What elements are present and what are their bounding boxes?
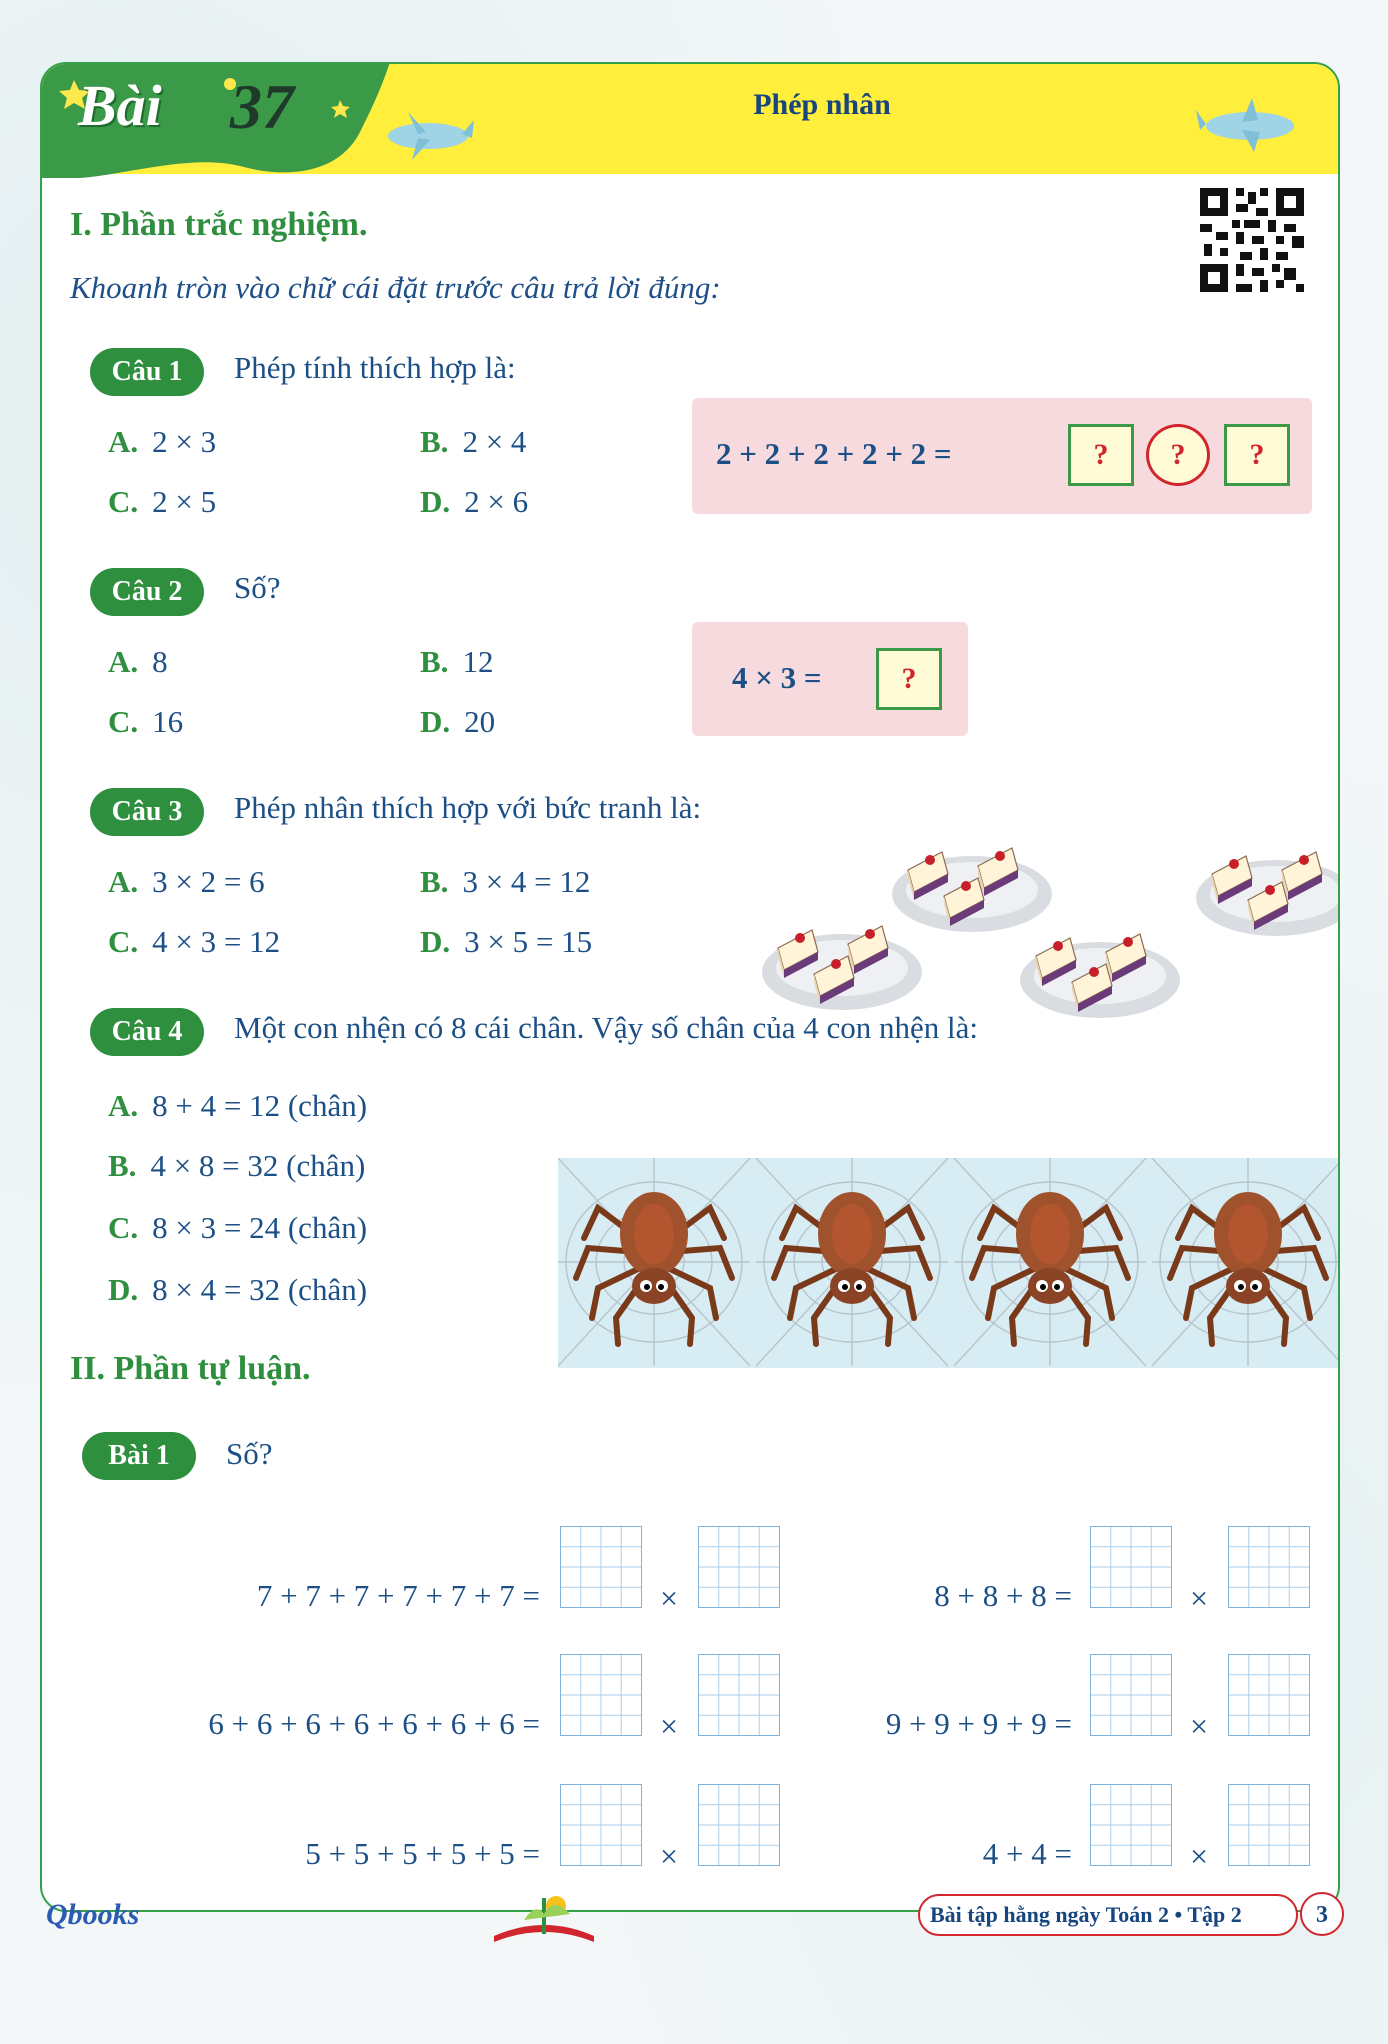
question2-text: Số? — [234, 570, 281, 605]
cake-plates-illustration — [762, 792, 1340, 1032]
q2-option-a[interactable]: A. 8 — [108, 644, 168, 679]
spiders-illustration — [558, 1158, 1340, 1368]
worksheet-page — [40, 62, 1340, 1912]
q2-expression: 4 × 3 = — [732, 660, 822, 695]
answer-grid[interactable] — [560, 1526, 642, 1608]
q1-option-b[interactable]: B. 2 × 4 — [420, 424, 527, 459]
q3-option-b[interactable]: B. 3 × 4 = 12 — [420, 864, 591, 899]
question1-badge: Câu 1 — [90, 348, 204, 396]
times-sign: × — [660, 1580, 679, 1616]
q4-option-d[interactable]: D. 8 × 4 = 32 (chân) — [108, 1272, 368, 1307]
answer-grid[interactable] — [698, 1654, 780, 1736]
page-number: 3 — [1300, 1892, 1344, 1936]
q2-answer-box[interactable]: ? — [876, 648, 942, 710]
times-sign: × — [660, 1708, 679, 1744]
q1-option-a[interactable]: A. 2 × 3 — [108, 424, 217, 459]
answer-grid[interactable] — [560, 1784, 642, 1866]
q1-answer-box-1[interactable]: ? — [1068, 424, 1134, 486]
qr-code-icon — [1200, 188, 1304, 292]
exercise1-badge: Bài 1 — [82, 1432, 196, 1480]
question4-badge: Câu 4 — [90, 1008, 204, 1056]
q2-option-b[interactable]: B. 12 — [420, 644, 494, 679]
q4-option-b[interactable]: B. 4 × 8 = 32 (chân) — [108, 1148, 366, 1183]
answer-grid[interactable] — [560, 1654, 642, 1736]
q2-option-d[interactable]: D. 20 — [420, 704, 496, 739]
equation-3: 6 + 6 + 6 + 6 + 6 + 6 + 6 = — [208, 1706, 540, 1741]
q3-option-a[interactable]: A. 3 × 2 = 6 — [108, 864, 265, 899]
question4-text: Một con nhện có 8 cái chân. Vậy số chân của 4 con nhện là: — [234, 1010, 979, 1045]
question2-badge: Câu 2 — [90, 568, 204, 616]
part2-heading: II. Phần tự luận. — [70, 1350, 311, 1387]
publisher-logo: Qbooks — [46, 1898, 140, 1931]
part1-instruction: Khoanh tròn vào chữ cái đặt trước câu trả lời đúng: — [70, 270, 721, 305]
equation-5: 5 + 5 + 5 + 5 + 5 = — [305, 1836, 540, 1871]
book-title: Bài tập hằng ngày Toán 2 • Tập 2 — [930, 1902, 1242, 1927]
question1-text: Phép tính thích hợp là: — [234, 350, 516, 385]
question3-text: Phép nhân thích hợp với bức tranh là: — [234, 790, 702, 825]
times-sign: × — [1190, 1838, 1209, 1874]
q1-option-d[interactable]: D. 2 × 6 — [420, 484, 529, 519]
lesson-word: Bài — [78, 73, 162, 138]
q3-option-c[interactable]: C. 4 × 3 = 12 — [108, 924, 281, 959]
answer-grid[interactable] — [1228, 1526, 1310, 1608]
lesson-number: 37 — [230, 71, 294, 142]
answer-grid[interactable] — [698, 1526, 780, 1608]
q1-answer-circle[interactable]: ? — [1146, 424, 1210, 486]
answer-grid[interactable] — [698, 1784, 780, 1866]
equation-2: 8 + 8 + 8 = — [934, 1578, 1072, 1613]
q3-option-d[interactable]: D. 3 × 5 = 15 — [420, 924, 593, 959]
q1-expression: 2 + 2 + 2 + 2 + 2 = — [716, 436, 952, 471]
q4-option-c[interactable]: C. 8 × 3 = 24 (chân) — [108, 1210, 368, 1245]
times-sign: × — [1190, 1708, 1209, 1744]
answer-grid[interactable] — [1228, 1784, 1310, 1866]
answer-grid[interactable] — [1090, 1654, 1172, 1736]
times-sign: × — [660, 1838, 679, 1874]
q1-answer-box-2[interactable]: ? — [1224, 424, 1290, 486]
lesson-title: Phép nhân — [753, 88, 891, 121]
times-sign: × — [1190, 1580, 1209, 1616]
question3-badge: Câu 3 — [90, 788, 204, 836]
part1-heading: I. Phần trắc nghiệm. — [70, 206, 368, 243]
equation-6: 4 + 4 = — [982, 1836, 1072, 1871]
q2-option-c[interactable]: C. 16 — [108, 704, 184, 739]
exercise1-text: Số? — [226, 1436, 273, 1471]
q4-option-a[interactable]: A. 8 + 4 = 12 (chân) — [108, 1088, 368, 1123]
answer-grid[interactable] — [1090, 1526, 1172, 1608]
answer-grid[interactable] — [1228, 1654, 1310, 1736]
q1-option-c[interactable]: C. 2 × 5 — [108, 484, 217, 519]
answer-grid[interactable] — [1090, 1784, 1172, 1866]
equation-1: 7 + 7 + 7 + 7 + 7 + 7 = — [256, 1578, 540, 1613]
open-book-icon — [484, 1884, 604, 1954]
equation-4: 9 + 9 + 9 + 9 = — [885, 1706, 1072, 1741]
